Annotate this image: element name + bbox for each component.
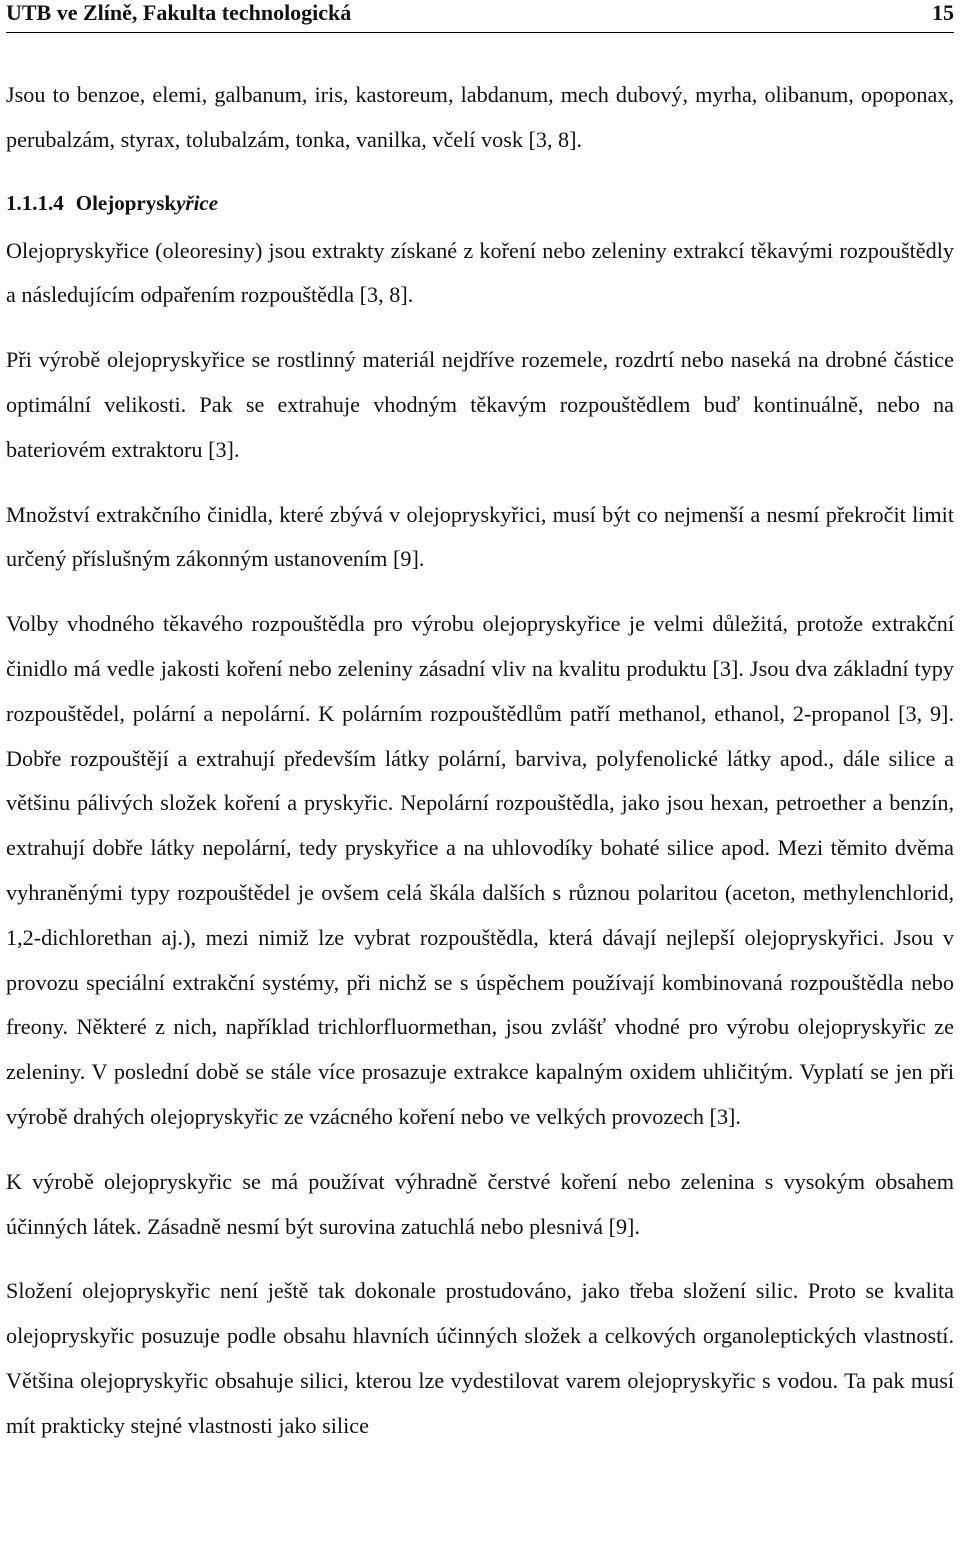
section-title-italic: yřice	[176, 190, 219, 215]
page-body	[6, 73, 954, 1469]
paragraph-raw-material: K výrobě olejopryskyřic se má používat výhradně čerstvé koření nebo zelenina s vysokým obsahem účinných látek. Zásadně nesmí být surovina zatuchlá nebo plesnivá [9].	[6, 1168, 954, 1239]
page-header	[6, 0, 954, 26]
section-heading	[6, 183, 954, 223]
header-title: UTB ve Zlíně, Fakulta technologická	[6, 0, 352, 25]
section-title-regular: Olejoprysk	[75, 190, 177, 215]
paragraph-extractant-limit: Množství extrakčního činidla, které zbývá v olejopryskyřici, musí být co nejmenší a nesmí překročit limit určený příslušným zákonným ustanovením [9].	[6, 501, 954, 572]
paragraph-intro: Jsou to benzoe, elemi, galbanum, iris, kastoreum, labdanum, mech dubový, myrha, olibanum, opoponax, perubalzám, styrax, tolubalzám, tonka, vanilka, včelí vosk [3, 8].	[6, 82, 954, 152]
paragraph-solvent-choice: Volby vhodného těkavého rozpouštědla pro výrobu olejopryskyřice je velmi důležitá, protože extrakční činidlo má vedle jakosti koření nebo zeleniny zásadní vliv na kvalitu produktu [3]. Jsou dva základní typy rozpouštědel, polární a nepolární. K polárním rozpouštědlům patří methanol, ethanol, 2-propanol [3, 9]. Dobře rozpouštějí a extrahují především látky polární, barviva, polyfenolické látky apod., dále silice a většinu pálivých složek koření a pryskyřic. Nepolární rozpouštědla, jako jsou hexan, petroether a benzín, extrahují dobře látky nepolární, tedy pryskyřice a na uhlovodíky bohaté silice apod. Mezi těmito dvěma vyhraněnými typy rozpouštědel je ovšem celá škála dalších s různou polaritou (aceton, methylenchlorid, 1,2-dichlorethan aj.), mezi nimiž lze vybrat rozpouštědla, která dávají nejlepší olejopryskyřici. Jsou v provozu speciální extrakční systémy, při nichž se s úspěchem používají kombinovaná rozpouštědla nebo freony. Některé z nich, například trichlorfluormethan, jsou zvlášť vhodné pro výrobu olejopryskyřic ze zeleniny. V poslední době se stále více prosazuje extrakce kapalným oxidem uhličitým. Vyplatí se jen při výrobě drahých olejopryskyřic ze vzácného koření nebo ve velkých provozech [3].	[6, 611, 954, 1129]
page-number: 15	[932, 0, 954, 25]
header-divider	[6, 32, 954, 33]
paragraph-definition: Olejopryskyřice (oleoresiny) jsou extrakty získané z koření nebo zeleniny extrakcí těkavými rozpouštědly a následujícím odpařením rozpouštědla [3, 8].	[6, 237, 954, 308]
section-number: 1.1.1.4	[6, 190, 64, 215]
paragraph-production: Při výrobě olejopryskyřice se rostlinný materiál nejdříve rozemele, rozdrtí nebo naseká na drobné částice optimální velikosti. Pak se extrahuje vhodným těkavým rozpouštědlem buď kontinuálně, nebo na bateriovém extraktoru [3].	[6, 347, 954, 462]
paragraph-composition: Složení olejopryskyřic není ještě tak dokonale prostudováno, jako třeba složení silic. Proto se kvalita olejopryskyřic posuzuje podle obsahu hlavních účinných složek a celkových organoleptických vlastností. Většina olejopryskyřic obsahuje silici, kterou lze vydestilovat varem olejopryskyřic s vodou. Ta pak musí mít prakticky stejné vlastnosti jako silice	[6, 1278, 954, 1438]
